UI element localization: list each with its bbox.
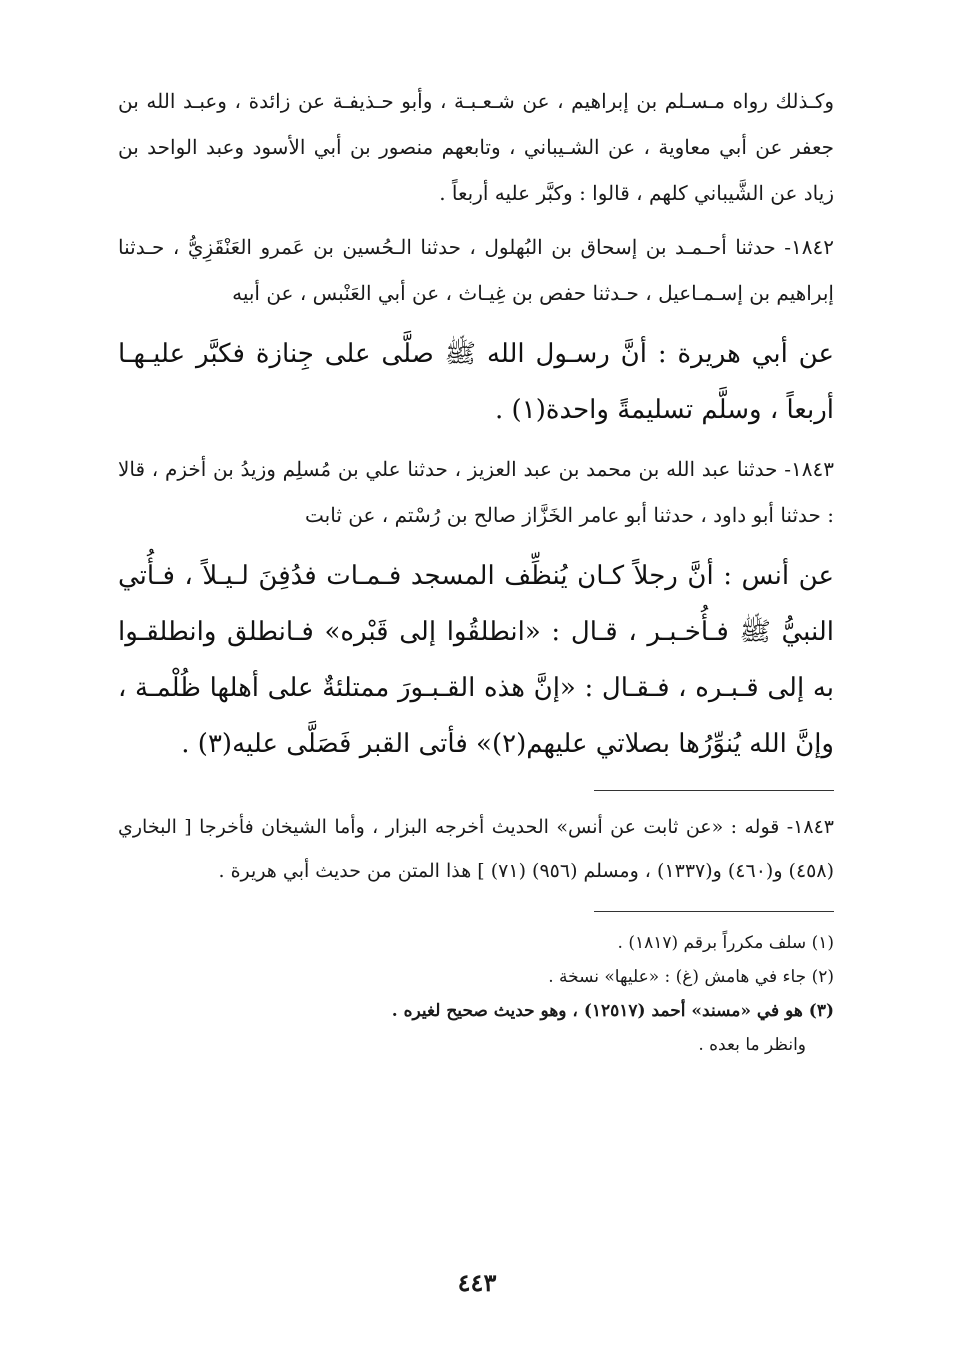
page-body [118, 78, 834, 1062]
hadith-1843-matn: عن أنس : أنَّ رجلاً كـان يُنظِّف المسجد فـمـات فدُفِنَ لـيـلاً ، فـأُتي النبيُّ ﷺ فـأُخـبـر ، قـال : «انطلقُوا إلى قَبْره» فـانطلق وانطلقـوا به إلى قـبـره ، فـقـال : «إنَّ هذه القـبـورَ ممتلئةٌ على أهلها ظُلْمـة ، وإنَّ الله يُنوِّرُها بصلاتي عليهم(٢)» فأتى القبر فَصَلَّى عليه(٣) . [118, 561, 834, 759]
page-number: ٤٤٣ [457, 1268, 497, 1297]
paragraph-transmission-note: وكـذلك رواه مـسـلم بن إبراهيم ، عن شـعـبـة ، وأبو حـذيفـة عن زائدة ، وعبـد الله بن جعفر عن أبي معاوية ، عن الشـيباني ، وتابعهم منصور بن أبي الأسود وعبد الواحد بن زياد عن الشَّيباني كلهم ، قالوا : وكبَّر عليه أربعاً . [118, 89, 834, 205]
commentary-divider [594, 790, 834, 791]
hadith-1843-isnad: ١٨٤٣- حدثنا عبد الله بن محمد بن عبد العزيز ، حدثنا علي بن مُسلِم وزيدُ بن أخزم ، قالا : حدثنا أبو داود ، حدثنا أبو عامر الخَزَّاز صالح بن رُسْتم ، عن ثابت [118, 457, 834, 527]
footnotes [118, 926, 834, 1062]
hadith-1842-isnad: ١٨٤٢- حدثنا أحـمـد بن إسحاق بن البُهلول ، حدثنا الـحُسين بن عَمرو العَنْقَزِيُّ ، حـدثنا إبراهيم بن إسـمـاعيل ، حـدثنا حفص بن غِيـاث ، عن أبي العَنْبس ، عن أبيه [118, 235, 834, 305]
footnote-3-continuation: وانظر ما بعده . [698, 1035, 806, 1055]
footnote-2: (٢) جاء في هامش (غ) : «عليها» نسخة . [548, 967, 834, 987]
commentary-1843: ١٨٤٣- قوله : «عن ثابت عن أنس» الحديث أخرجه البزار ، وأما الشيخان فأخرجا [ البخاري (٤٥٨) و(٤٦٠) و(١٣٣٧) ، ومسلم (٩٥٦) (٧١) ] هذا المتن من حديث أبي هريرة . [118, 816, 834, 882]
footnote-3: (٣) هو في «مسند» أحمد (١٢٥١٧) ، وهو حديث صحيح لغيره . [391, 1001, 834, 1021]
footnote-1: (١) سلف مكرراً برقم (١٨١٧) . [617, 933, 834, 953]
hadith-1842-matn: عن أبي هريرة : أنَّ رسـول الله ﷺ صلَّى على جِنازة فكبَّر عليـهـا أربعاً ، وسلَّم تسليمةً واحدة(١) . [118, 339, 834, 425]
footnotes-divider [594, 911, 834, 912]
